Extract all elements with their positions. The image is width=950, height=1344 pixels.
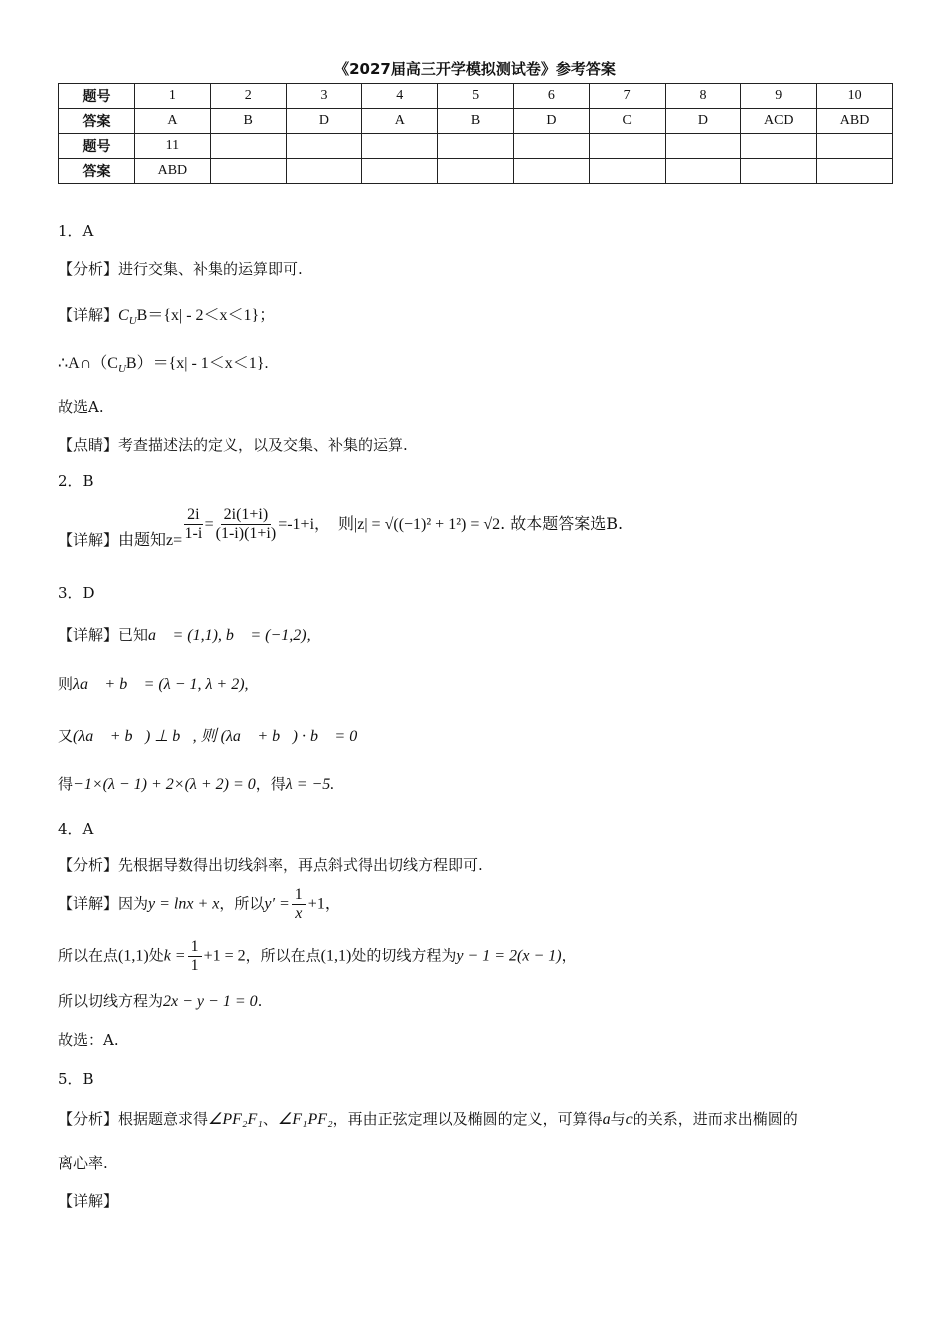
analysis-tag: 【分析】 bbox=[58, 260, 119, 278]
q4-head: 4．A bbox=[58, 820, 94, 838]
row-label: 答案 bbox=[59, 159, 135, 184]
q5-separator: 、 bbox=[262, 1110, 278, 1128]
fraction-denominator: x bbox=[295, 905, 303, 922]
analysis-tag: 【分析】 bbox=[58, 856, 119, 874]
q5-detail bbox=[58, 1190, 118, 1211]
table-cell: A bbox=[135, 109, 211, 134]
q3-line-4 bbox=[58, 773, 334, 794]
q4-function: y = lnx + x bbox=[148, 895, 220, 913]
page-title: 《2027届高三开学模拟测试卷》参考答案 bbox=[334, 60, 616, 78]
analysis-text: 进行交集、补集的运算即可. bbox=[118, 260, 303, 278]
table-cell: ACD bbox=[741, 109, 817, 134]
table-cell: 2 bbox=[210, 84, 286, 109]
table-cell: 9 bbox=[741, 84, 817, 109]
set-expression: B＝{x| - 2＜x＜1}； bbox=[136, 307, 276, 324]
q4-line-1-b: ，所以 bbox=[219, 894, 265, 913]
q3-head: 3．D bbox=[58, 584, 95, 602]
table-cell bbox=[589, 134, 665, 159]
q3-line-3 bbox=[58, 723, 370, 746]
q5-angle-2: ∠F₁PF₂ bbox=[277, 1111, 333, 1128]
q4-line-2 bbox=[58, 938, 577, 975]
table-row bbox=[59, 109, 893, 134]
table-cell bbox=[741, 134, 817, 159]
table-cell bbox=[362, 159, 438, 184]
q3-line-1-text: 已知 bbox=[118, 626, 149, 644]
q3-line-1-math: a⃗ = (1,1), b⃗ = (−1,2), bbox=[148, 627, 311, 644]
q1-detail-line-1 bbox=[58, 302, 275, 327]
fraction-2-numerator: 2i(1+i) bbox=[221, 506, 272, 525]
table-cell: C bbox=[589, 109, 665, 134]
q2-head: 2．B bbox=[58, 472, 94, 490]
fraction-2-denominator: (1-i)(1+i) bbox=[215, 525, 277, 542]
q3-line-3-math: (λa⃗ + b⃗) ⊥ b⃗, 则 (λa⃗ + b⃗) · b⃗ = 0， bbox=[73, 728, 370, 745]
table-row bbox=[59, 159, 893, 184]
q2-detail bbox=[58, 506, 624, 549]
q1-analysis bbox=[58, 258, 303, 279]
table-cell: D bbox=[286, 109, 362, 134]
table-cell bbox=[665, 159, 741, 184]
q2-text-1: 由题知 bbox=[118, 530, 167, 549]
table-cell bbox=[665, 134, 741, 159]
q5-analysis-3: 与 bbox=[610, 1110, 626, 1128]
table-cell: 10 bbox=[817, 84, 893, 109]
q3-line-4-tail-text: ，得 bbox=[255, 775, 286, 793]
q5-var-a: a bbox=[602, 1111, 611, 1128]
intersection-result: B）＝{x| - 1＜x＜1}. bbox=[125, 355, 269, 372]
table-cell bbox=[513, 159, 589, 184]
row-label: 答案 bbox=[59, 109, 135, 134]
complement-subscript: U bbox=[117, 363, 126, 375]
table-cell: 3 bbox=[286, 84, 362, 109]
q4-line-2-a: 所以在点 bbox=[58, 946, 119, 965]
q2-text-3: . 故本题答案选B. bbox=[500, 514, 624, 533]
q5-analysis-4: 的关系，进而求出椭圆的 bbox=[632, 1110, 798, 1128]
q5-analysis-1: 根据题意求得 bbox=[118, 1110, 209, 1128]
q5-var-c: c bbox=[625, 1111, 633, 1128]
q4-point-2: (1,1) bbox=[320, 947, 352, 965]
q3-line-4-math: −1×(λ − 1) + 2×(λ + 2) = 0 bbox=[73, 776, 256, 793]
comment-tag: 【点睛】 bbox=[58, 436, 119, 454]
q4-line-1-tail: +1， bbox=[307, 895, 341, 913]
table-cell: B bbox=[438, 109, 514, 134]
complement-subscript: U bbox=[128, 315, 137, 327]
table-cell: ABD bbox=[135, 159, 211, 184]
table-cell: 7 bbox=[589, 84, 665, 109]
q4-fraction-2 bbox=[188, 938, 202, 975]
q2-result: =-1+i， bbox=[278, 516, 331, 533]
table-cell: ABD bbox=[817, 109, 893, 134]
q5-angle-1: ∠PF₂F₁ bbox=[208, 1111, 263, 1128]
q4-slope: k = bbox=[163, 947, 186, 965]
table-cell bbox=[513, 134, 589, 159]
q1-detail-line-2 bbox=[58, 350, 269, 375]
equals-sign: = bbox=[204, 516, 214, 533]
fraction-2 bbox=[216, 506, 277, 543]
row-label: 题号 bbox=[59, 84, 135, 109]
q4-derivative: y′ = bbox=[264, 895, 290, 913]
q3-line-4-tail-math: λ = −5. bbox=[285, 776, 335, 793]
q3-line-3-text: 又 bbox=[58, 727, 74, 745]
q5-analysis-line-1 bbox=[58, 1108, 798, 1129]
q4-line-2-b: 处 bbox=[148, 946, 164, 965]
q4-line-3-b: . bbox=[257, 992, 263, 1010]
fraction-denominator: 1 bbox=[190, 957, 199, 974]
q3-line-4-text: 得 bbox=[58, 775, 74, 793]
table-cell: 5 bbox=[438, 84, 514, 109]
table-cell: 4 bbox=[362, 84, 438, 109]
table-cell bbox=[438, 134, 514, 159]
q5-heading bbox=[58, 1068, 94, 1089]
table-cell bbox=[286, 159, 362, 184]
q2-text-2: 则 bbox=[338, 514, 355, 533]
q4-fraction-1 bbox=[292, 886, 306, 923]
table-cell: 8 bbox=[665, 84, 741, 109]
q1-head: 1．A bbox=[58, 222, 94, 240]
q5-analysis-2: ，再由正弦定理以及椭圆的定义，可算得 bbox=[332, 1110, 603, 1128]
modulus-expression: |z| = √((−1)² + 1²) = √2 bbox=[354, 516, 501, 533]
detail-tag: 【详解】 bbox=[58, 531, 119, 549]
q3-line-2 bbox=[58, 673, 249, 694]
table-cell bbox=[817, 134, 893, 159]
detail-tag: 【详解】 bbox=[58, 306, 119, 324]
q1-conclusion: 故选A. bbox=[58, 398, 104, 416]
table-cell: 11 bbox=[135, 134, 211, 159]
q4-conclusion: 故选：A. bbox=[58, 1031, 119, 1049]
table-cell bbox=[286, 134, 362, 159]
z-equals: z= bbox=[166, 532, 183, 549]
fraction-numerator: 1 bbox=[188, 938, 202, 957]
q3-line-1 bbox=[58, 624, 311, 645]
q4-point: (1,1) bbox=[118, 947, 149, 965]
table-cell bbox=[438, 159, 514, 184]
table-cell bbox=[817, 159, 893, 184]
q4-line-2-c: ，所以在点 bbox=[245, 946, 321, 965]
fraction-numerator: 1 bbox=[292, 886, 306, 905]
comment-text: 考查描述法的定义，以及交集、补集的运算. bbox=[118, 436, 408, 454]
table-cell bbox=[589, 159, 665, 184]
detail-tag: 【详解】 bbox=[58, 626, 119, 644]
q4-slope-value: +1 = 2 bbox=[203, 947, 246, 965]
q4-final-equation: 2x − y − 1 = 0 bbox=[163, 993, 258, 1010]
detail-tag: 【详解】 bbox=[58, 1192, 119, 1210]
table-cell: A bbox=[362, 109, 438, 134]
table-row bbox=[59, 84, 893, 109]
table-row bbox=[59, 134, 893, 159]
table-cell: D bbox=[513, 109, 589, 134]
table-cell: B bbox=[210, 109, 286, 134]
table-cell bbox=[210, 134, 286, 159]
fraction-1-numerator: 2i bbox=[184, 506, 202, 525]
q4-line-1 bbox=[58, 886, 341, 923]
table-cell: 6 bbox=[513, 84, 589, 109]
table-cell bbox=[741, 159, 817, 184]
q5-head: 5．B bbox=[58, 1070, 94, 1088]
analysis-text: 先根据导数得出切线斜率，再点斜式得出切线方程即可. bbox=[118, 856, 483, 874]
q3-line-2-math: λa⃗ + b⃗ = (λ − 1, λ + 2), bbox=[73, 676, 249, 693]
q4-line-3 bbox=[58, 990, 262, 1011]
q4-line-3-a: 所以切线方程为 bbox=[58, 992, 164, 1010]
fraction-1 bbox=[184, 506, 202, 543]
q4-analysis bbox=[58, 854, 483, 875]
answer-table bbox=[58, 83, 893, 184]
q4-line-2-e: ， bbox=[561, 946, 577, 965]
q3-line-2-text: 则 bbox=[58, 675, 74, 693]
table-cell: 1 bbox=[135, 84, 211, 109]
q4-line-2-d: 处的切线方程为 bbox=[351, 946, 457, 965]
detail-tag: 【详解】 bbox=[58, 894, 119, 913]
q1-comment bbox=[58, 434, 408, 455]
q5-analysis-line-2: 离心率. bbox=[58, 1154, 108, 1172]
q4-tangent-equation: y − 1 = 2(x − 1) bbox=[456, 947, 562, 965]
complement-symbol: C bbox=[118, 307, 129, 324]
fraction-1-denominator: 1-i bbox=[184, 525, 203, 542]
q3-heading bbox=[58, 582, 95, 603]
q4-heading bbox=[58, 818, 93, 839]
analysis-tag: 【分析】 bbox=[58, 1110, 119, 1128]
q1-heading bbox=[58, 220, 93, 241]
table-cell: D bbox=[665, 109, 741, 134]
intersection-expression: ∴A∩（C bbox=[58, 355, 118, 372]
row-label: 题号 bbox=[59, 134, 135, 159]
q2-heading bbox=[58, 470, 94, 491]
table-cell bbox=[362, 134, 438, 159]
table-cell bbox=[210, 159, 286, 184]
q4-line-1-a: 因为 bbox=[118, 894, 149, 913]
